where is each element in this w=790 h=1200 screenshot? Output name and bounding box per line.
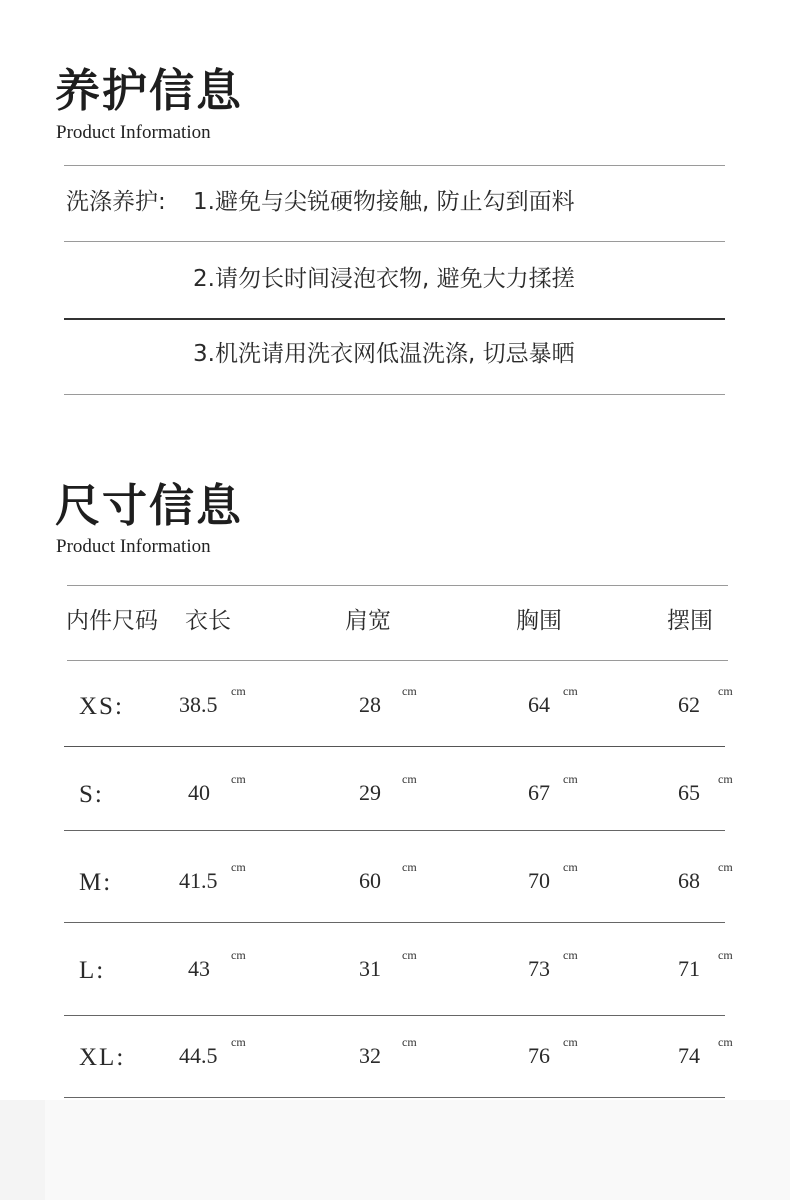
unit-label: cm — [718, 948, 733, 962]
size-table-top-border — [67, 585, 728, 586]
care-label: 洗涤养护: — [66, 189, 166, 215]
unit-label: cm — [402, 860, 417, 874]
hem-value: 74 — [678, 1043, 700, 1068]
size-header-divider — [67, 660, 728, 661]
chest-value: 70 — [528, 868, 550, 893]
bottom-band-inner — [45, 1100, 790, 1200]
size-table-bottom-border — [64, 1097, 725, 1098]
care-item-3: 3.机洗请用洗衣网低温洗涤, 切忌暴晒 — [193, 341, 575, 367]
shoulder-value: 29 — [359, 780, 381, 805]
unit-label: cm — [402, 1035, 417, 1049]
care-divider-4 — [64, 394, 725, 395]
shoulder-value: 32 — [359, 1043, 381, 1068]
hem-value: 68 — [678, 868, 700, 893]
size-label: L: — [79, 957, 106, 984]
row-divider — [64, 830, 725, 831]
hem-value: 62 — [678, 692, 700, 717]
bottom-band — [0, 1100, 790, 1200]
unit-label: cm — [402, 772, 417, 786]
size-subtitle: Product Information — [56, 536, 211, 557]
care-divider-3 — [64, 318, 725, 320]
header-size-code: 内件尺码 — [66, 608, 158, 634]
chest-value: 64 — [528, 692, 550, 717]
size-label: S: — [79, 781, 104, 808]
length-value: 38.5 — [179, 692, 218, 717]
header-length: 衣长 — [185, 608, 231, 634]
shoulder-value: 60 — [359, 868, 381, 893]
unit-label: cm — [718, 860, 733, 874]
unit-label: cm — [563, 772, 578, 786]
unit-label: cm — [231, 684, 246, 698]
unit-label: cm — [231, 948, 246, 962]
unit-label: cm — [563, 948, 578, 962]
length-value: 43 — [188, 956, 210, 981]
unit-label: cm — [402, 684, 417, 698]
unit-label: cm — [231, 1035, 246, 1049]
table-row — [0, 1035, 790, 1075]
care-title: 养护信息 — [55, 64, 244, 117]
care-item-2: 2.请勿长时间浸泡衣物, 避免大力揉搓 — [193, 266, 575, 292]
size-title: 尺寸信息 — [55, 479, 244, 532]
size-label: XL: — [79, 1044, 126, 1071]
size-label: XS: — [79, 693, 124, 720]
care-divider-1 — [64, 165, 725, 166]
unit-label: cm — [231, 772, 246, 786]
length-value: 41.5 — [179, 868, 218, 893]
header-shoulder: 肩宽 — [345, 608, 391, 634]
shoulder-value: 31 — [359, 956, 381, 981]
hem-value: 71 — [678, 956, 700, 981]
unit-label: cm — [563, 1035, 578, 1049]
shoulder-value: 28 — [359, 692, 381, 717]
length-value: 44.5 — [179, 1043, 218, 1068]
unit-label: cm — [563, 684, 578, 698]
care-subtitle: Product Information — [56, 122, 211, 143]
unit-label: cm — [563, 860, 578, 874]
size-label: M: — [79, 869, 113, 896]
hem-value: 65 — [678, 780, 700, 805]
chest-value: 67 — [528, 780, 550, 805]
row-divider — [64, 746, 725, 747]
table-row — [0, 772, 790, 812]
header-chest: 胸围 — [516, 608, 562, 634]
header-hem: 摆围 — [667, 608, 713, 634]
table-row — [0, 860, 790, 900]
row-divider — [64, 922, 725, 923]
table-row — [0, 948, 790, 988]
length-value: 40 — [188, 780, 210, 805]
unit-label: cm — [402, 948, 417, 962]
row-divider — [64, 1015, 725, 1016]
chest-value: 76 — [528, 1043, 550, 1068]
unit-label: cm — [718, 1035, 733, 1049]
table-row — [0, 684, 790, 724]
care-item-1: 1.避免与尖锐硬物接触, 防止勾到面料 — [193, 189, 575, 215]
unit-label: cm — [718, 772, 733, 786]
care-divider-2 — [64, 241, 725, 242]
unit-label: cm — [231, 860, 246, 874]
unit-label: cm — [718, 684, 733, 698]
chest-value: 73 — [528, 956, 550, 981]
